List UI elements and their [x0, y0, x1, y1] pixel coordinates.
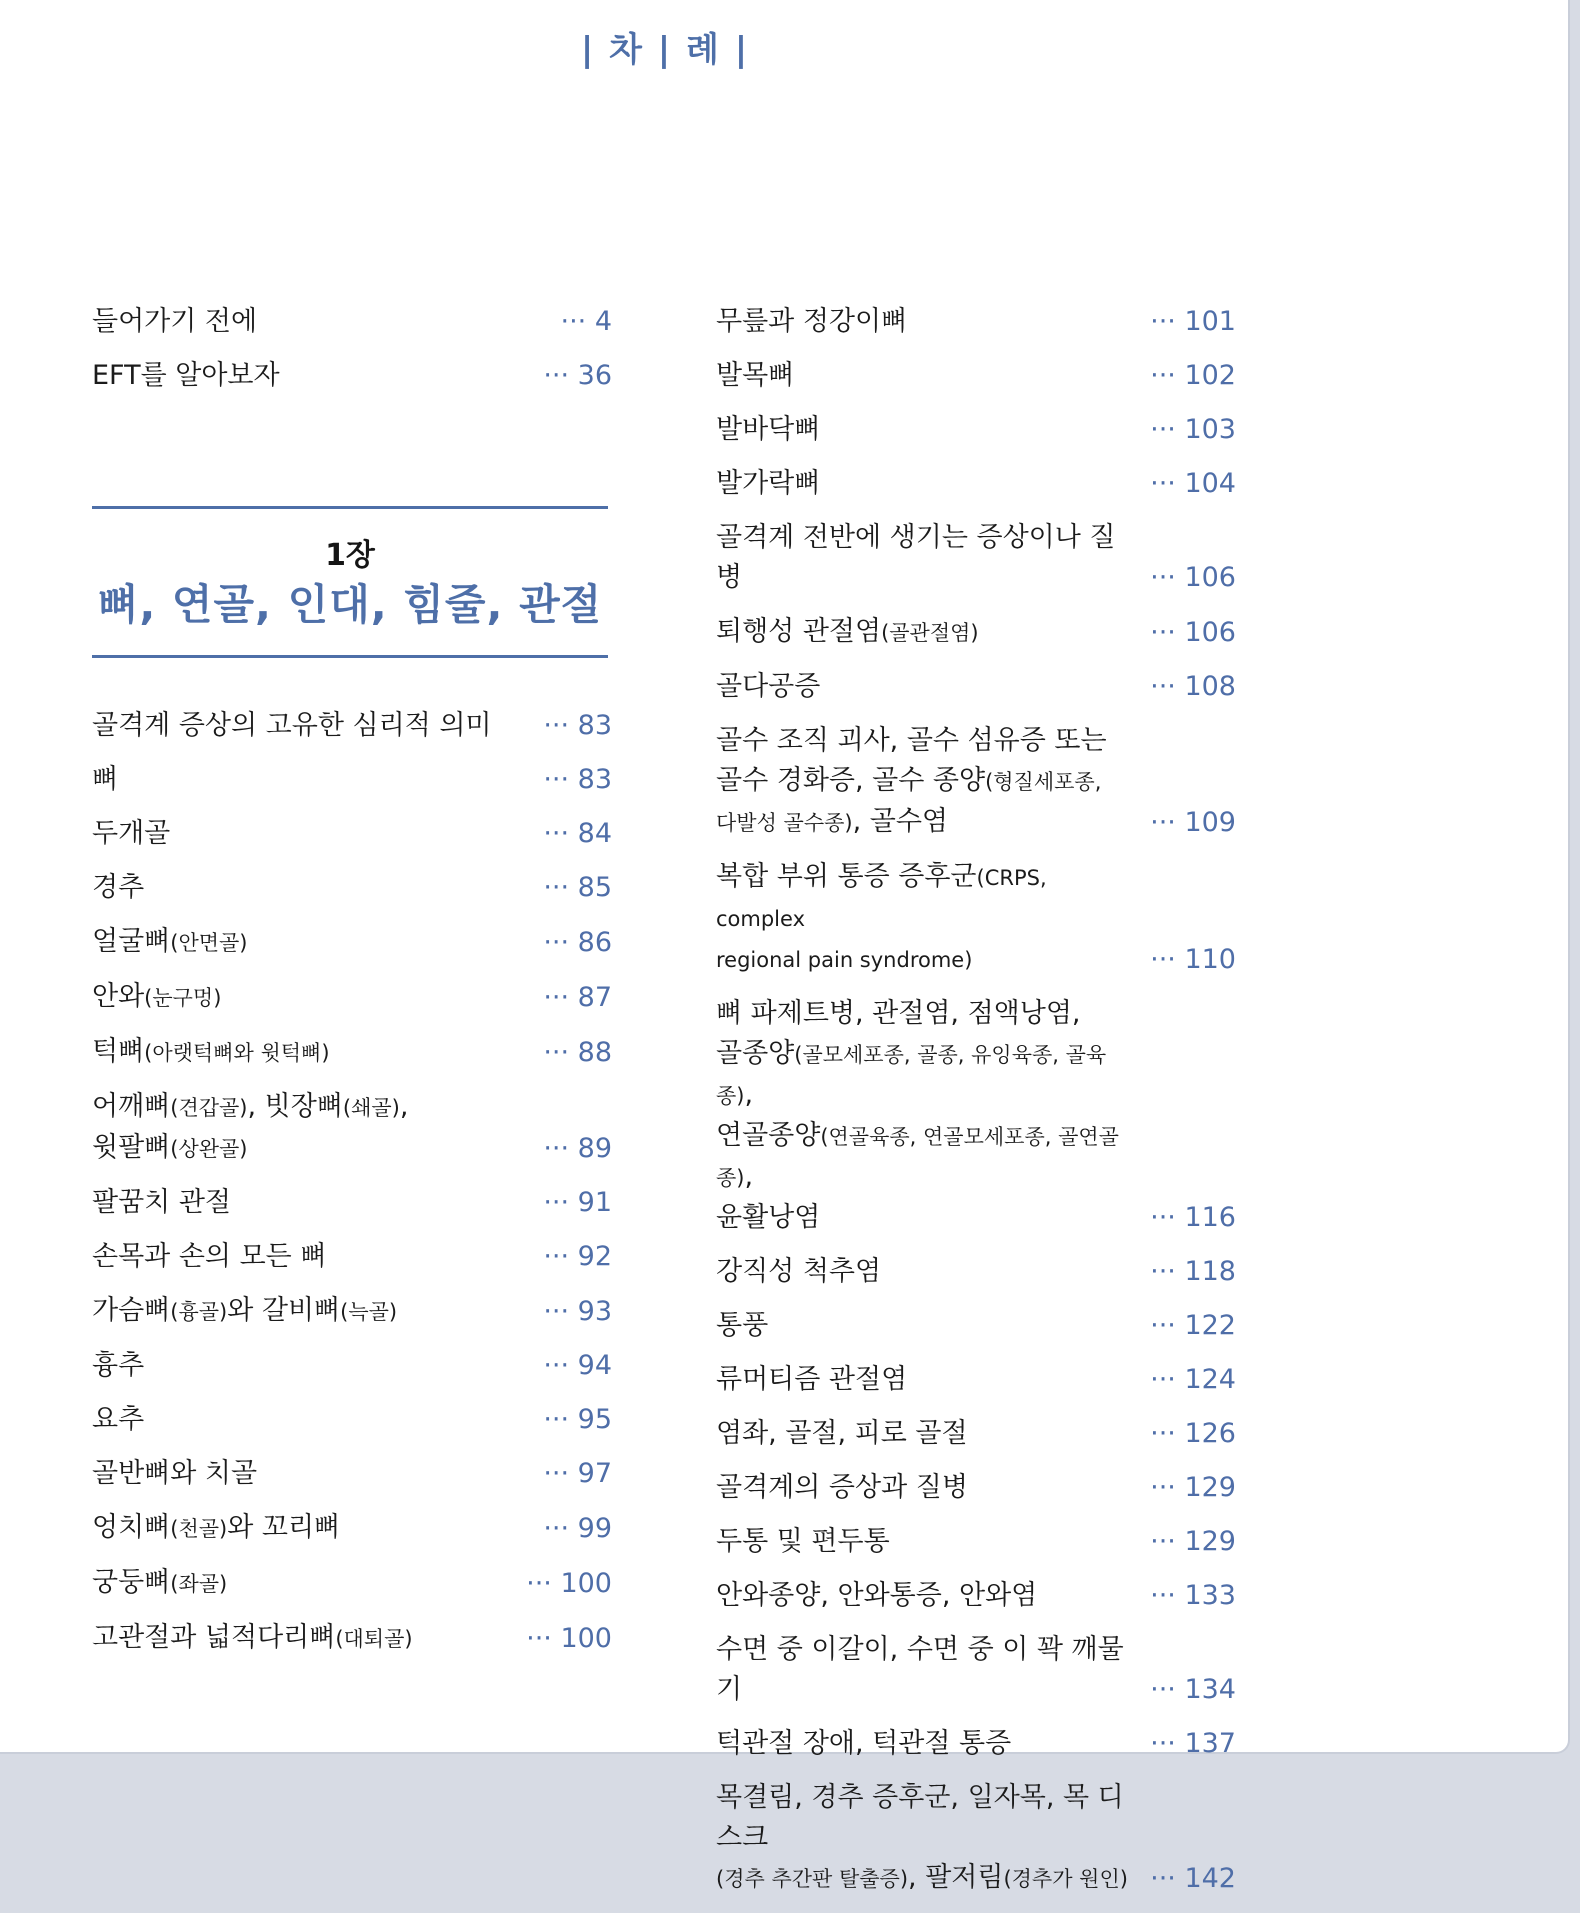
entry-page: ··· 92 [543, 1241, 612, 1272]
toc-entry[interactable] [716, 1306, 1236, 1346]
toc-entry[interactable] [716, 1724, 1236, 1764]
toc-entry[interactable] [92, 814, 612, 854]
entry-page: ··· 89 [543, 1133, 612, 1164]
entry-page: ··· 91 [543, 1187, 612, 1218]
entry-title: 목결림, 경추 증후군, 일자목, 목 디스크 (경추 추간판 탈출증), 팔저림(경추가 원인) [716, 1782, 1128, 1893]
entry-title: 궁둥뼈(좌골) [92, 1567, 228, 1598]
entry-page: ··· 101 [1150, 306, 1236, 337]
entry-title: 두개골 [92, 818, 171, 849]
entry-title: 손목과 손의 모든 뼈 [92, 1241, 327, 1272]
toc-entry[interactable] [716, 1778, 1236, 1899]
entry-page: ··· 116 [1150, 1202, 1236, 1233]
toc-entry[interactable] [92, 1508, 612, 1549]
entry-page: ··· 36 [543, 360, 612, 391]
toc-entry[interactable] [92, 977, 612, 1018]
toc-entry[interactable] [716, 1414, 1236, 1454]
entry-title: 흉추 [92, 1350, 145, 1381]
entry-page: ··· 86 [543, 927, 612, 958]
entry-title: 골다공증 [716, 671, 821, 702]
entry-title: 턱뼈(아랫턱뼈와 윗턱뼈) [92, 1036, 330, 1067]
entry-title: 어깨뼈(견갑골), 빗장뼈(쇄골), 윗팔뼈(상완골) [92, 1091, 409, 1163]
toc-entry[interactable] [716, 518, 1236, 598]
entry-page: ··· 106 [1150, 562, 1236, 593]
entry-page: ··· 83 [543, 710, 612, 741]
chapter-heading [92, 506, 608, 658]
entry-title: 골격계 증상의 고유한 심리적 의미 [92, 710, 492, 741]
toc-entry[interactable] [92, 302, 612, 342]
entry-page: ··· 122 [1150, 1310, 1236, 1341]
entry-page: ··· 87 [543, 982, 612, 1013]
entry-title: 안와종양, 안와통증, 안와염 [716, 1580, 1038, 1611]
toc-entry[interactable] [92, 1183, 612, 1223]
toc-entry[interactable] [92, 760, 612, 800]
entry-page: ··· 93 [543, 1296, 612, 1327]
entry-title: 안와(눈구멍) [92, 981, 222, 1012]
entry-title: 두통 및 편두통 [716, 1526, 890, 1557]
entry-title: 발목뼈 [716, 360, 795, 391]
entry-page: ··· 118 [1150, 1256, 1236, 1287]
entry-title: 통풍 [716, 1310, 769, 1341]
entry-title: 발가락뼈 [716, 468, 821, 499]
entry-page: ··· 124 [1150, 1364, 1236, 1395]
entry-page: ··· 99 [543, 1513, 612, 1544]
entry-title: 수면 중 이갈이, 수면 중 이 꽉 깨물기 [716, 1634, 1124, 1705]
entry-page: ··· 142 [1150, 1863, 1236, 1894]
entry-page: ··· 129 [1150, 1472, 1236, 1503]
entry-page: ··· 88 [543, 1037, 612, 1068]
toc-entry[interactable] [92, 1563, 612, 1604]
toc-entry[interactable] [716, 1360, 1236, 1400]
entry-title: 골격계 전반에 생기는 증상이나 질병 [716, 522, 1116, 593]
toc-entry[interactable] [716, 1522, 1236, 1562]
toc-entry[interactable] [92, 356, 612, 396]
entry-title: 가슴뼈(흉골)와 갈비뼈(늑골) [92, 1295, 398, 1326]
toc-entry[interactable] [716, 721, 1236, 843]
entry-title: 골수 조직 괴사, 골수 섬유증 또는 골수 경화증, 골수 종양(형질세포종, 다발성 골수종), 골수염 [716, 725, 1107, 837]
entry-page: ··· 95 [543, 1404, 612, 1435]
entry-page: ··· 94 [543, 1350, 612, 1381]
entry-title: 뼈 파제트병, 관절염, 점액낭염, 골종양(골모세포종, 골종, 유잉육종, 골육종), 연골종양(연골육종, 연골모세포종, 골연골종), 윤활낭염 [716, 998, 1119, 1233]
entry-title: 류머티즘 관절염 [716, 1364, 908, 1395]
entry-page: ··· 109 [1150, 807, 1236, 838]
toc-entry[interactable] [92, 1237, 612, 1277]
entry-title: EFT를 알아보자 [92, 360, 280, 391]
toc-entry[interactable] [716, 1468, 1236, 1508]
toc-entry[interactable] [716, 857, 1236, 980]
entry-title: 강직성 척추염 [716, 1256, 882, 1287]
entry-title: 뼈 [92, 764, 119, 795]
entry-title: 엉치뼈(천골)와 꼬리뼈 [92, 1512, 341, 1543]
chapter-number: 1장 [325, 538, 375, 573]
toc-entry[interactable] [92, 1291, 612, 1332]
toc-entry[interactable] [716, 356, 1236, 396]
entry-title: 들어가기 전에 [92, 306, 258, 337]
chapter-title: 뼈, 연골, 인대, 힘줄, 관절 [97, 580, 603, 629]
entry-title: 무릎과 정강이뼈 [716, 306, 908, 337]
toc-entry[interactable] [92, 706, 612, 746]
entry-page: ··· 106 [1150, 617, 1236, 648]
entry-page: ··· 100 [526, 1623, 612, 1654]
toc-entry[interactable] [716, 302, 1236, 342]
entry-page: ··· 129 [1150, 1526, 1236, 1557]
toc-entry[interactable] [92, 922, 612, 963]
entry-page: ··· 126 [1150, 1418, 1236, 1449]
entry-page: ··· 110 [1150, 944, 1236, 975]
toc-entry[interactable] [92, 1087, 612, 1169]
toc-entry[interactable] [92, 1400, 612, 1440]
entry-title: 경추 [92, 872, 145, 903]
entry-title: 발바닥뼈 [716, 414, 821, 445]
entry-page: ··· 134 [1150, 1674, 1236, 1705]
toc-entry[interactable] [716, 1576, 1236, 1616]
entry-title: 얼굴뼈(안면골) [92, 926, 248, 957]
entry-page: ··· 97 [543, 1458, 612, 1489]
entry-title: 퇴행성 관절염(골관절염) [716, 616, 979, 647]
entry-page: ··· 108 [1150, 671, 1236, 702]
entry-page: ··· 103 [1150, 414, 1236, 445]
toc-entry[interactable] [92, 1032, 612, 1073]
entry-page: ··· 102 [1150, 360, 1236, 391]
toc-entry[interactable] [92, 1618, 612, 1659]
toc-left-column [92, 302, 612, 1673]
page-header: | 차 | 례 | [580, 30, 750, 70]
toc-entry[interactable] [716, 667, 1236, 707]
toc-entry[interactable] [716, 464, 1236, 504]
entry-page: ··· 84 [543, 818, 612, 849]
entry-title: 염좌, 골절, 피로 골절 [716, 1418, 968, 1449]
toc-entry[interactable] [92, 868, 612, 908]
entry-page: ··· 85 [543, 872, 612, 903]
entry-title: 턱관절 장애, 턱관절 통증 [716, 1728, 1012, 1759]
toc-right-column [716, 302, 1236, 1913]
toc-entry[interactable] [716, 1630, 1236, 1710]
entry-title: 복합 부위 통증 증후군(CRPS, complex regional pain syndrome) [716, 861, 1047, 972]
entry-title: 골반뼈와 치골 [92, 1458, 258, 1489]
toc-entry[interactable] [716, 994, 1236, 1238]
entry-page: ··· 4 [560, 306, 612, 337]
toc-entry[interactable] [716, 612, 1236, 653]
entry-page: ··· 137 [1150, 1728, 1236, 1759]
toc-entry[interactable] [716, 410, 1236, 450]
entry-page: ··· 133 [1150, 1580, 1236, 1611]
entry-page: ··· 100 [526, 1568, 612, 1599]
entry-title: 골격계의 증상과 질병 [716, 1472, 968, 1503]
toc-entry[interactable] [92, 1346, 612, 1386]
entry-title: 고관절과 넓적다리뼈(대퇴골) [92, 1622, 413, 1653]
entry-title: 요추 [92, 1404, 145, 1435]
toc-entry[interactable] [92, 1454, 612, 1494]
entry-page: ··· 83 [543, 764, 612, 795]
entry-title: 팔꿈치 관절 [92, 1187, 231, 1218]
entry-page: ··· 104 [1150, 468, 1236, 499]
toc-entry[interactable] [716, 1252, 1236, 1292]
